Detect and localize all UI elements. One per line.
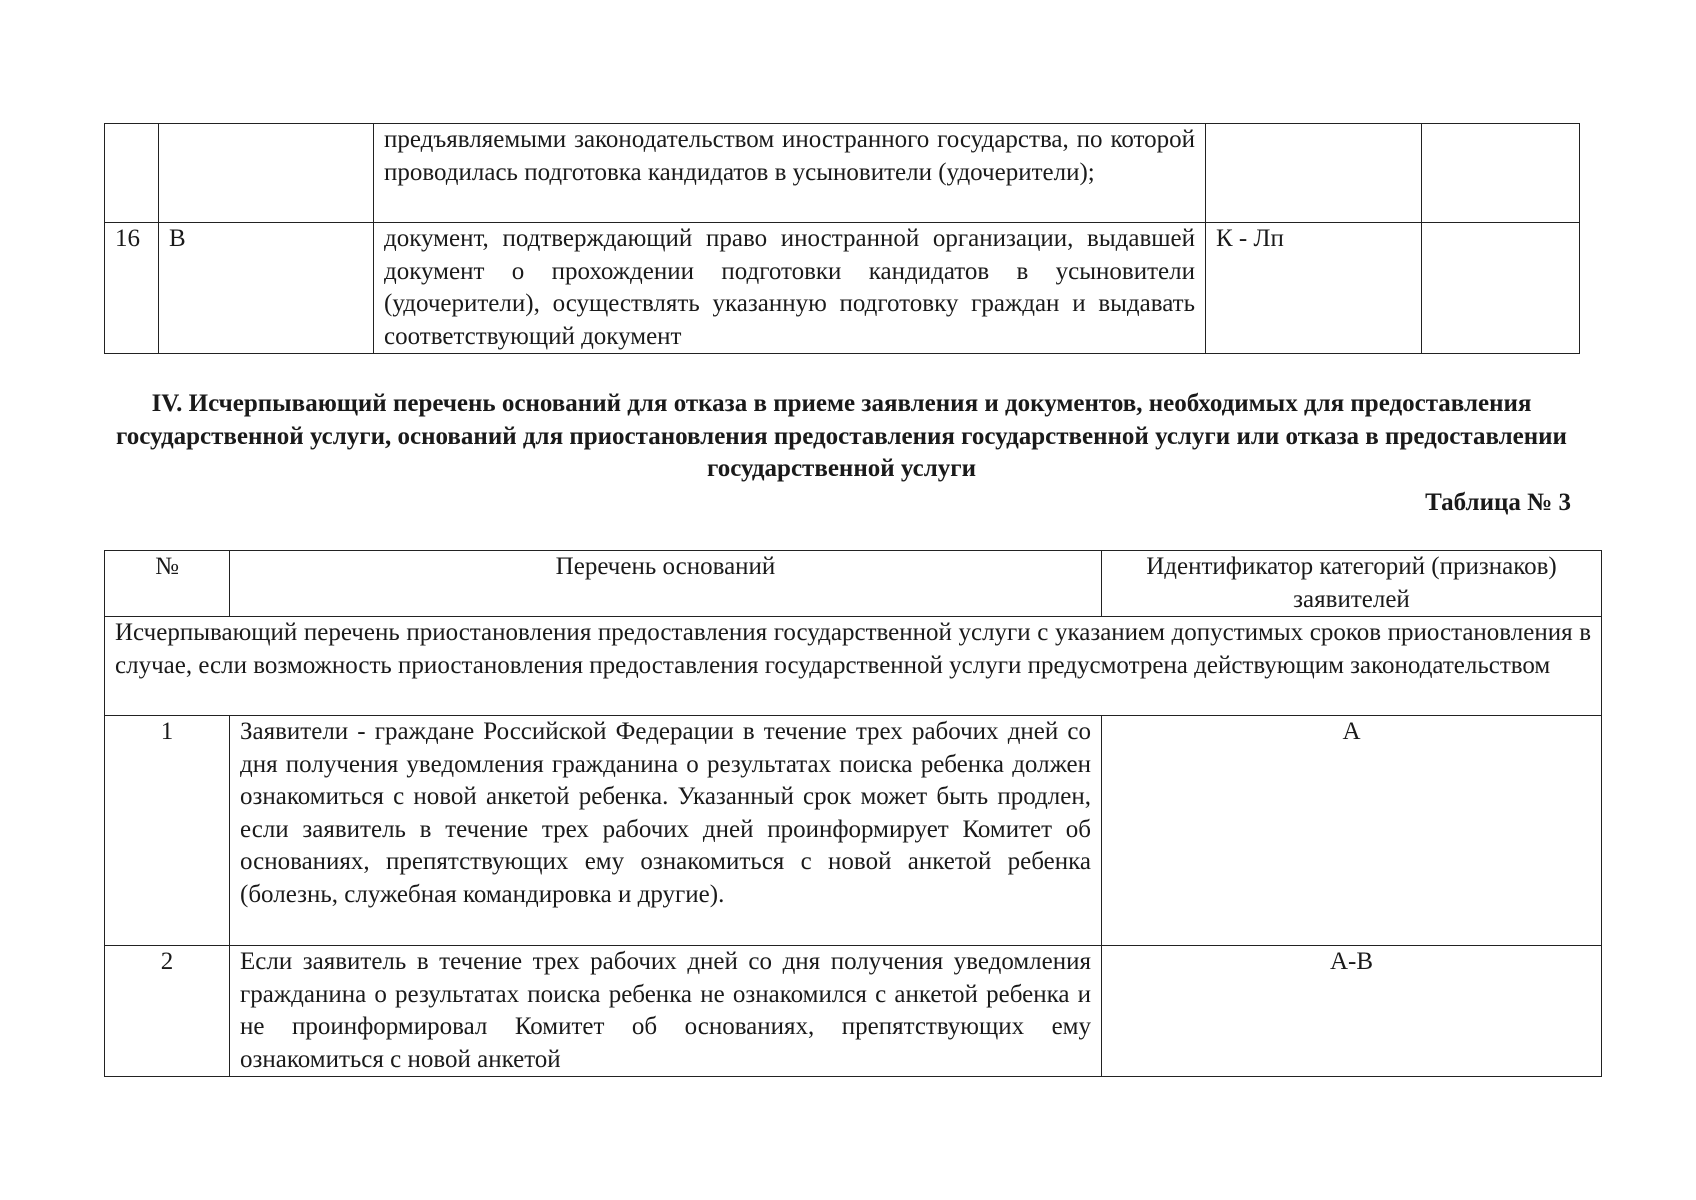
row-number-cell (105, 124, 159, 223)
section-heading: IV. Исчерпывающий перечень оснований для отказа в приеме заявления и документов, необходимых для предоставления государственной услуги, оснований для приостановления предоставления государственной услуги или отказа в предоставлении государственной услуги (116, 390, 1567, 482)
extra-cell (1422, 124, 1580, 223)
table-row (105, 124, 1580, 223)
column-header-grounds: Перечень оснований (230, 551, 1102, 617)
document-description-cell: предъявляемыми законодательством иностранного государства, по которой проводилась подготовка кандидатов в усыновители (удочерители); (374, 124, 1206, 223)
table-row (105, 223, 1580, 354)
table-row (105, 946, 1602, 1077)
code-cell (1206, 124, 1422, 223)
document-description-cell: документ, подтверждающий право иностранной организации, выдавшей документ о прохождении подготовки кандидатов в усыновители (удочерители), осуществлять указанную подготовку граждан и выдавать соответствующий документ (374, 223, 1206, 354)
identifier-cell: А (1102, 716, 1602, 946)
table-row (105, 716, 1602, 946)
code-cell: К - Лп (1206, 223, 1422, 354)
table-label: Таблица № 3 (1425, 489, 1571, 516)
category-cell (159, 124, 374, 223)
identifier-cell: А-В (1102, 946, 1602, 1077)
column-header-identifier: Идентификатор категорий (признаков) заявителей (1102, 551, 1602, 617)
extra-cell (1422, 223, 1580, 354)
row-number-cell: 1 (105, 716, 230, 946)
previous-page-table (104, 123, 1580, 354)
column-header-number: № (105, 551, 230, 617)
section-row (105, 617, 1602, 716)
grounds-table (104, 550, 1602, 1077)
category-cell: В (159, 223, 374, 354)
grounds-text-cell: Заявители - граждане Российской Федерации в течение трех рабочих дней со дня получения уведомления гражданина о результатах поиска ребенка должен ознакомиться с новой анкетой ребенка. Указанный срок может быть продлен, если заявитель в течение трех рабочих дней проинформирует Комитет об основаниях, препятствующих ему ознакомиться с новой анкетой ребенка (болезнь, служебная командировка и другие). (230, 716, 1102, 946)
row-number-cell: 16 (105, 223, 159, 354)
table-header-row (105, 551, 1602, 617)
section-row-text: Исчерпывающий перечень приостановления предоставления государственной услуги с указанием допустимых сроков приостановления в случае, если возможность приостановления предоставления государственной услуги предусмотрена действующим законодательством (105, 617, 1602, 716)
grounds-text-cell: Если заявитель в течение трех рабочих дней со дня получения уведомления гражданина о результатах поиска ребенка не ознакомился с анкетой ребенка и не проинформировал Комитет об основаниях, препятствующих ему ознакомиться с новой анкетой (230, 946, 1102, 1077)
row-number-cell: 2 (105, 946, 230, 1077)
